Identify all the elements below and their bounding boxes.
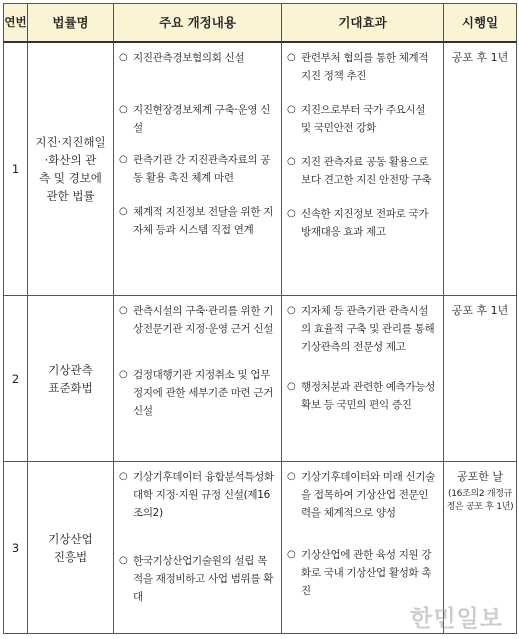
effect-item (287, 153, 438, 189)
header-changes: 주요 개정내용 (114, 4, 282, 42)
item-text: 한국기상산업기술원의 설립 목적을 재정비하고 사업 범위를 확대 (133, 555, 274, 603)
effect-item (287, 302, 438, 356)
bullet-icon: ○ (287, 381, 296, 392)
law-name-line: 측 및 경보에 (39, 170, 102, 185)
header-row (4, 4, 517, 42)
effective-date-text: 공포한 날 (456, 470, 503, 483)
amendment-item (119, 49, 276, 67)
law-name-line: 관한 법률 (46, 188, 95, 203)
effective-date (444, 42, 517, 296)
effect-item (287, 101, 438, 137)
law-amendment-table (3, 3, 517, 634)
item-text: 행정처분과 관련한 예측가능성 확보 등 국민의 편익 증진 (301, 381, 436, 411)
bullet-icon: ○ (119, 153, 128, 165)
expected-effect (282, 42, 444, 296)
amendment-content (114, 42, 282, 296)
bullet-icon: ○ (119, 103, 128, 115)
item-text: 기상산업에 관한 육성 지원 강화로 국내 기상산업 활성화 촉진 (301, 549, 432, 597)
effective-date-text: 공포 후 1년 (451, 304, 509, 317)
row-number: 3 (4, 462, 28, 634)
item-text: 관측기관 간 지진관측자료의 공동 활용 촉진 체계 마련 (133, 153, 271, 184)
item-text: 검정대행기관 지정취소 및 업무정지에 관한 세부기준 마련 근거 신설 (133, 369, 274, 417)
effect-item (287, 468, 438, 522)
item-text: 지진관측경보협의회 신설 (133, 51, 245, 64)
bullet-icon: ○ (287, 471, 296, 482)
law-name (28, 462, 114, 634)
item-text: 지진현장경보체계 구축·운영 신설 (133, 103, 271, 134)
item-text: 신속한 지진정보 전파로 국가 방재대응 효과 제고 (301, 207, 429, 238)
bullet-icon: ○ (287, 103, 296, 115)
header-expected: 기대효과 (282, 4, 444, 42)
item-text: 지진 관측자료 공동 활용으로 보다 견고한 지진 안전망 구축 (301, 155, 432, 186)
header-no: 연번 (4, 4, 28, 42)
law-amendment-table-container (3, 3, 516, 634)
item-text: 지진으로부터 국가 주요시설 및 국민안전 강화 (301, 103, 426, 134)
amendment-item (119, 302, 276, 338)
effect-item (287, 378, 438, 414)
law-name-line: 기상관측 (48, 362, 93, 377)
bullet-icon: ○ (119, 305, 128, 316)
amendment-item (119, 552, 276, 606)
law-name-line: 진흥법 (53, 549, 88, 564)
bullet-icon: ○ (119, 471, 128, 482)
amendment-item (119, 468, 276, 522)
bullet-icon: ○ (287, 549, 296, 560)
law-name (28, 296, 114, 462)
row-number: 1 (4, 42, 28, 296)
item-text: 체계적 지진정보 전달을 위한 지자체 등과 시스템 직접 연계 (133, 205, 274, 236)
effective-date-text: 공포 후 1년 (451, 50, 509, 64)
amendment-content (114, 462, 282, 634)
watermark-logo: 한민일보 (410, 606, 503, 632)
item-text: 지자체 등 관측기관 관측시설의 효율적 구축 및 관리를 통해 기상관측의 전문성 제고 (301, 305, 435, 353)
effective-date (444, 296, 517, 462)
expected-effect (282, 296, 444, 462)
amendment-item (119, 101, 276, 137)
effect-item (287, 205, 438, 241)
amendment-item (119, 151, 276, 187)
law-name-line: ·화산의 관 (44, 152, 97, 167)
law-name-line: 지진·지진해일 (35, 134, 106, 149)
item-text: 관련부처 협의를 통한 체계적 지진 정책 추진 (301, 51, 429, 82)
bullet-icon: ○ (119, 555, 128, 566)
table-row (4, 296, 517, 462)
bullet-icon: ○ (287, 207, 296, 219)
amendment-item (119, 203, 276, 239)
item-text: 관측시설의 구축·관리를 위한 기상전문기관 지정·운영 근거 신설 (133, 305, 274, 335)
bullet-icon: ○ (287, 51, 296, 63)
item-text: 기상기후데이터 융합분석특성화 대학 지정·지원 규정 신설(제16조의2) (133, 471, 274, 519)
header-effective: 시행일 (444, 4, 517, 42)
law-name-line: 표준화법 (48, 380, 93, 395)
law-name-line: 기상산업 (48, 531, 93, 546)
amendment-content (114, 296, 282, 462)
item-text: 기상기후데이터와 미래 신기술을 접목하여 기상산업 전문인력을 체계적으로 양성 (301, 471, 436, 519)
row-number: 2 (4, 296, 28, 462)
bullet-icon: ○ (119, 205, 128, 217)
law-name (28, 42, 114, 296)
effective-date-note: (16조의2 개정규정은 공포 후 1년) (446, 489, 514, 512)
table-body (4, 42, 517, 634)
table-row (4, 42, 517, 296)
bullet-icon: ○ (119, 369, 128, 380)
amendment-item (119, 366, 276, 420)
bullet-icon: ○ (287, 305, 296, 316)
effect-item (287, 49, 438, 85)
effect-item (287, 546, 438, 600)
bullet-icon: ○ (287, 155, 296, 167)
bullet-icon: ○ (119, 51, 128, 63)
header-law: 법률명 (28, 4, 114, 42)
